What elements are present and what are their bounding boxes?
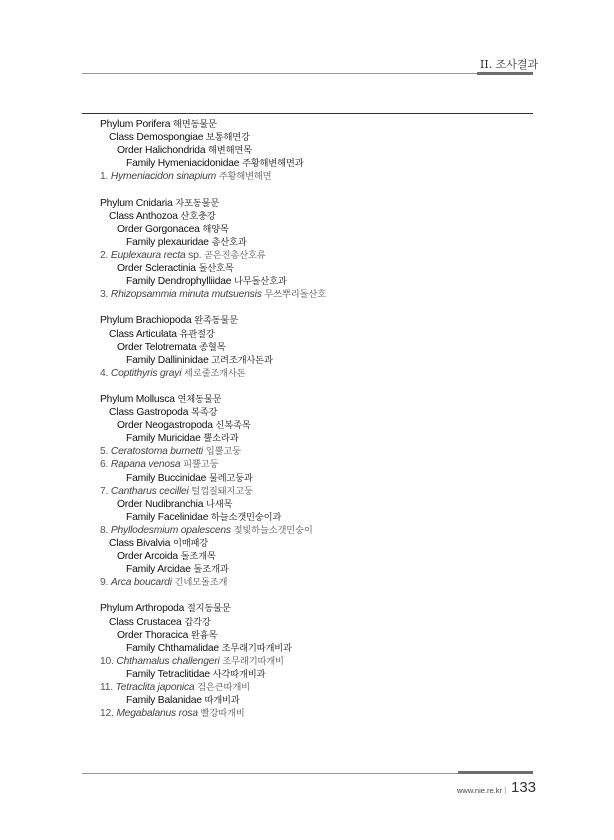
family-heading <box>100 236 530 249</box>
order-heading <box>100 223 530 236</box>
taxon-latin-name: Family plexauridae <box>126 236 212 248</box>
taxon-latin-name: Family Muricidae <box>126 433 204 445</box>
taxon-latin-name: Class Crustacea <box>109 616 185 628</box>
class-heading <box>100 616 530 629</box>
taxon-korean-name: 자포동물문 <box>175 197 220 209</box>
phylum-heading <box>100 602 530 615</box>
species-number: 4. <box>100 367 111 379</box>
phylum-heading <box>100 197 530 210</box>
taxon-korean-name: 물레고둥과 <box>208 472 253 484</box>
species-scientific-name: Hymeniacidon sinapium <box>110 171 216 183</box>
taxon-korean-name: 갑각강 <box>184 616 211 628</box>
species-korean-name: 조무래기따개비 <box>219 655 284 667</box>
taxon-latin-name: Phylum Brachiopoda <box>100 315 195 327</box>
taxon-korean-name: 해면동물문 <box>172 119 217 130</box>
taxon-korean-name: 해변해면목 <box>208 145 252 157</box>
taxon-latin-name: Family Dallininidae <box>126 354 212 366</box>
taxon-korean-name: 신복족목 <box>215 420 251 432</box>
taxon-korean-name: 따개비과 <box>204 695 240 707</box>
taxon-korean-name: 뿔소라과 <box>203 433 239 445</box>
species-scientific-name: Ceratostoma burnetti <box>110 446 204 458</box>
species-number: 12. <box>100 708 117 720</box>
taxon-latin-name: Phylum Mollusca <box>100 393 178 405</box>
taxon-korean-name: 하늘소갯민숭이과 <box>210 511 282 523</box>
species-number: 5. <box>100 446 111 458</box>
species-korean-name: 빨강따개비 <box>197 708 245 720</box>
species-number: 3. <box>100 289 111 301</box>
family-heading <box>100 432 530 445</box>
class-heading <box>100 406 530 419</box>
taxon-korean-name: 돌조개과 <box>193 564 229 576</box>
taxon-korean-name: 나무돌산호과 <box>233 276 287 288</box>
taxon-korean-name: 연체동물문 <box>177 393 222 405</box>
taxon-korean-name: 고려조개사돈과 <box>211 354 273 366</box>
taxon-korean-name: 산호충강 <box>180 210 216 222</box>
family-heading <box>100 642 530 655</box>
section-title: II. 조사결과 <box>480 58 539 71</box>
species-korean-name: 세로줄조개사돈 <box>181 367 246 379</box>
taxon-korean-name: 완족동물문 <box>194 315 238 327</box>
species-scientific-name: Arca boucardi <box>110 577 172 589</box>
species-number: 1. <box>100 171 111 183</box>
species-number: 11. <box>100 682 116 694</box>
species-number: 7. <box>100 485 111 497</box>
species-entry <box>100 681 530 694</box>
blank-row <box>100 380 530 393</box>
taxon-latin-name: Family Dendrophylliidae <box>126 276 234 288</box>
species-entry <box>100 367 530 380</box>
taxon-korean-name: 돌조개목 <box>180 551 216 563</box>
species-number: 6. <box>100 459 111 471</box>
footer-separator: | <box>504 786 507 794</box>
taxon-latin-name: Class Gastropoda <box>109 407 191 419</box>
species-entry <box>100 576 530 589</box>
taxon-latin-name: Order Scleractinia <box>117 263 199 275</box>
taxon-latin-name: Phylum Porifera <box>100 119 173 130</box>
family-heading <box>100 354 530 367</box>
species-entry <box>100 445 530 458</box>
family-heading <box>100 157 530 170</box>
species-number: 8. <box>100 524 111 536</box>
species-entry <box>100 707 530 720</box>
phylum-heading <box>100 314 530 327</box>
taxon-latin-name: Family Hymeniacidonidae <box>126 158 242 170</box>
header-accent-bar <box>477 72 533 75</box>
family-heading <box>100 275 530 288</box>
species-scientific-name: Tetraclita japonica <box>115 682 195 694</box>
taxon-korean-name: 돌산호목 <box>198 263 234 275</box>
taxonomy-list <box>100 118 530 720</box>
taxon-korean-name: 나새목 <box>205 498 233 510</box>
blank-row <box>100 183 530 196</box>
family-heading <box>100 668 530 681</box>
taxon-korean-name: 이매패강 <box>172 538 209 549</box>
species-scientific-name: Megabalanus rosa <box>116 708 198 720</box>
taxon-korean-name: 조무래기따개비과 <box>221 642 292 654</box>
taxon-latin-name: Order Telotremata <box>117 341 200 353</box>
family-heading <box>100 563 530 576</box>
species-scientific-name: Rapana venosa <box>110 459 181 471</box>
taxon-korean-name: 종혈목 <box>199 341 226 353</box>
phylum-heading <box>100 118 530 131</box>
species-suffix: sp. <box>185 249 202 261</box>
species-korean-name: 검은큰따개비 <box>194 682 250 694</box>
species-scientific-name: Cantharus cecillei <box>110 485 189 497</box>
taxon-latin-name: Family Chthamalidae <box>126 642 222 654</box>
taxon-latin-name: Order Arcoida <box>117 551 181 563</box>
taxon-latin-name: Family Tetraclitidae <box>126 668 213 680</box>
species-scientific-name: Phyllodesmium opalescens <box>110 524 231 536</box>
species-number: 2. <box>100 249 111 261</box>
species-korean-name: 피뿔고둥 <box>180 459 219 471</box>
species-korean-name: 젖빛하늘소갯민숭이 <box>230 524 313 536</box>
order-heading <box>100 629 530 642</box>
class-heading <box>100 328 530 341</box>
order-heading <box>100 419 530 432</box>
order-heading <box>100 144 530 157</box>
species-entry <box>100 485 530 498</box>
taxon-korean-name: 절지동물문 <box>186 603 231 615</box>
taxon-latin-name: Family Balanidae <box>126 695 205 707</box>
species-entry <box>100 524 530 537</box>
species-korean-name: 곧은진총산호류 <box>201 249 266 261</box>
taxon-latin-name: Order Halichondrida <box>117 145 209 157</box>
species-scientific-name: Euplexaura recta <box>110 249 186 261</box>
header-rule <box>82 73 533 74</box>
taxon-korean-name: 총산호과 <box>211 236 247 248</box>
blank-row <box>100 301 530 314</box>
species-korean-name: 긴네모돌조개 <box>171 577 228 589</box>
order-heading <box>100 341 530 354</box>
class-heading <box>100 537 530 550</box>
species-scientific-name: Chthamalus challengeri <box>116 655 220 667</box>
taxon-latin-name: Phylum Arthropoda <box>100 603 187 615</box>
species-korean-name: 무쓰뿌리돌산호 <box>261 289 326 301</box>
taxon-latin-name: Family Facelinidae <box>126 511 211 523</box>
species-scientific-name: Rhizopsammia minuta mutsuensis <box>110 289 262 301</box>
order-heading <box>100 498 530 511</box>
family-heading <box>100 694 530 707</box>
family-heading <box>100 511 530 524</box>
phylum-heading <box>100 393 530 406</box>
taxon-latin-name: Class Anthozoa <box>109 210 181 222</box>
order-heading <box>100 550 530 563</box>
taxon-latin-name: Order Thoracica <box>117 629 191 641</box>
species-korean-name: 주황해변해면 <box>215 171 272 183</box>
taxon-korean-name: 해양목 <box>202 223 229 235</box>
species-entry <box>100 458 530 471</box>
taxon-korean-name: 유관절강 <box>179 328 215 340</box>
footer-accent-bar <box>458 771 533 774</box>
taxon-latin-name: Phylum Cnidaria <box>100 197 176 209</box>
species-korean-name: 입뿔고둥 <box>203 446 241 458</box>
taxon-latin-name: Order Neogastropoda <box>117 420 216 432</box>
class-heading <box>100 131 530 144</box>
species-number: 10. <box>100 655 117 667</box>
blank-row <box>100 589 530 602</box>
taxon-latin-name: Class Demospongiae <box>109 132 206 144</box>
content-top-rule <box>82 113 533 114</box>
order-heading <box>100 262 530 275</box>
taxon-korean-name: 보통해면강 <box>205 132 250 144</box>
footer-url: www.nie.re.kr <box>457 786 503 795</box>
taxon-korean-name: 복족강 <box>190 407 218 419</box>
species-number: 9. <box>100 577 111 589</box>
species-entry <box>100 249 530 262</box>
species-entry <box>100 170 530 183</box>
class-heading <box>100 210 530 223</box>
taxon-korean-name: 주황해변해면과 <box>241 158 304 170</box>
taxon-korean-name: 사각따개비과 <box>212 668 266 680</box>
species-entry <box>100 288 530 301</box>
taxon-korean-name: 완흉목 <box>190 629 218 641</box>
species-entry <box>100 655 530 668</box>
taxon-latin-name: Family Buccinidae <box>126 472 209 484</box>
species-scientific-name: Coptithyris grayi <box>110 367 182 379</box>
taxon-latin-name: Class Bivalvia <box>109 538 173 549</box>
taxon-latin-name: Order Gorgonacea <box>117 223 203 235</box>
species-korean-name: 털껍질돼지고둥 <box>188 485 253 497</box>
page-number: 133 <box>511 779 537 796</box>
taxon-latin-name: Order Nudibranchia <box>117 498 206 510</box>
taxon-latin-name: Family Arcidae <box>126 564 194 576</box>
family-heading <box>100 472 530 485</box>
taxon-latin-name: Class Articulata <box>109 328 180 340</box>
